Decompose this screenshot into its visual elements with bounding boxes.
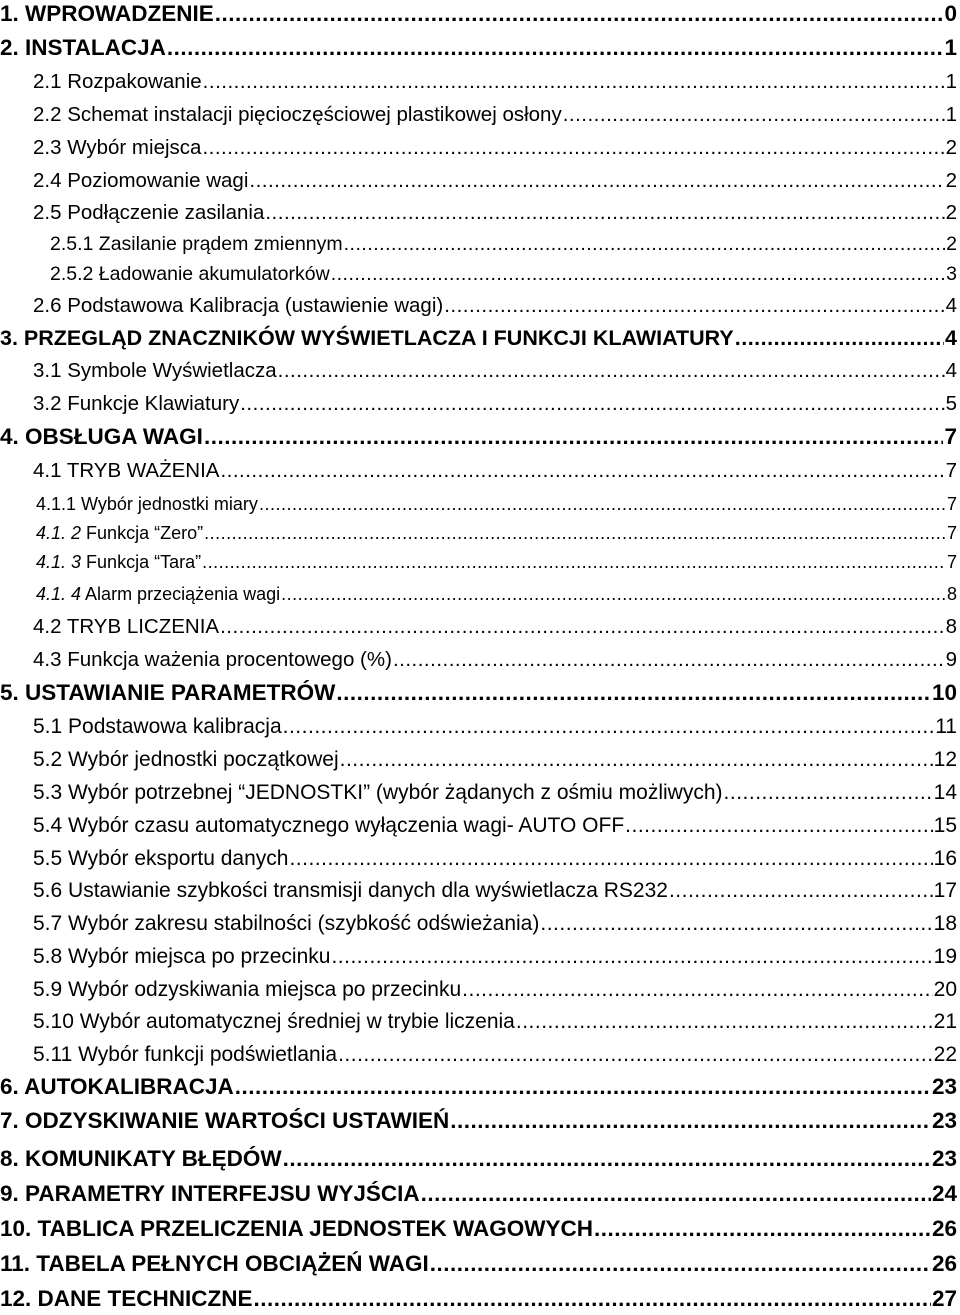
toc-entry-page: 22: [933, 1043, 957, 1066]
toc-entry-title: 12. DANE TECHNICZNE: [0, 1286, 253, 1311]
toc-entry-page: 0: [944, 1, 957, 26]
toc-entry-title: 5.4 Wybór czasu automatycznego wyłączenia wagi- AUTO OFF: [33, 814, 625, 837]
dot-leader: [540, 910, 932, 938]
toc-entry[interactable]: [33, 101, 957, 129]
dot-leader: [281, 580, 946, 608]
toc-entry-title: 10. TABLICA PRZELICZENIA JEDNOSTEK WAGOWYCH: [0, 1216, 593, 1241]
toc-entry[interactable]: [0, 0, 957, 28]
dot-leader: [167, 34, 944, 62]
toc-entry[interactable]: [33, 357, 957, 385]
toc-entry-title: 5.5 Wybór eksportu danych: [33, 847, 289, 870]
toc-entry-title: 2.5.2 Ładowanie akumulatorków: [50, 263, 330, 285]
toc-entry-title: 4.3 Funkcja ważenia procentowego (%): [33, 648, 392, 671]
toc-entry[interactable]: [33, 167, 957, 195]
dot-leader: [724, 779, 933, 807]
toc-entry-page: 7: [946, 494, 957, 514]
dot-leader: [516, 1008, 933, 1036]
toc-entry[interactable]: [33, 976, 957, 1004]
toc-entry-title: 6. AUTOKALIBRACJA: [0, 1074, 234, 1099]
toc-entry-page: 18: [933, 912, 957, 935]
toc-entry-title: 2.2 Schemat instalacji pięcioczęściowej plastikowej osłony: [33, 103, 562, 126]
toc-entry-page: 23: [931, 1146, 957, 1171]
dot-leader: [735, 324, 944, 352]
toc-entry[interactable]: [36, 548, 957, 576]
dot-leader: [594, 1215, 931, 1243]
toc-entry-title: 5.6 Ustawianie szybkości transmisji danych dla wyświetlacza RS232: [33, 879, 668, 902]
dot-leader: [331, 943, 932, 971]
toc-entry[interactable]: [36, 519, 957, 547]
toc-entry-page: 2: [945, 136, 957, 159]
dot-leader: [202, 548, 946, 576]
toc-entry-title: 11. TABELA PEŁNYCH OBCIĄŻEŃ WAGI: [0, 1251, 429, 1276]
toc-entry-title: 3. PRZEGLĄD ZNACZNIKÓW WYŚWIETLACZA I FUNKCJI KLAWIATURY: [0, 326, 734, 350]
toc-entry-title: 5.10 Wybór automatycznej średniej w trybie liczenia: [33, 1010, 515, 1033]
dot-leader: [203, 68, 945, 96]
toc-entry[interactable]: [0, 1250, 957, 1278]
toc-entry-page: 17: [933, 879, 957, 902]
toc-entry-page: 16: [933, 847, 957, 870]
toc-entry[interactable]: [0, 1285, 957, 1313]
toc-entry-title: 8. KOMUNIKATY BŁĘDÓW: [0, 1146, 282, 1171]
toc-entry-page: 7: [944, 424, 957, 449]
toc-entry-page: 14: [933, 781, 957, 804]
toc-entry-title: 5.1 Podstawowa kalibracja: [33, 715, 282, 738]
toc-entry-page: 7: [946, 552, 957, 572]
dot-leader: [215, 0, 944, 28]
toc-entry-title: 4.2 TRYB LICZENIA: [33, 615, 220, 638]
toc-entry-title: 2.5 Podłączenie zasilania: [33, 201, 265, 224]
dot-leader: [344, 230, 946, 258]
toc-entry[interactable]: [33, 746, 957, 774]
toc-entry[interactable]: [0, 679, 957, 707]
toc-entry-title: 2.4 Poziomowanie wagi: [33, 169, 249, 192]
toc-entry-number: 4.1. 2: [36, 523, 82, 543]
dot-leader: [220, 457, 944, 485]
toc-entry-page: 4: [945, 359, 957, 382]
toc-entry-page: 15: [933, 814, 957, 837]
toc-entry-page: 9: [945, 648, 957, 671]
toc-entry-page: 12: [933, 748, 957, 771]
toc-entry[interactable]: [33, 812, 957, 840]
toc-entry-title: 7. ODZYSKIWANIE WARTOŚCI USTAWIEŃ: [0, 1108, 450, 1133]
toc-entry-page: 1: [944, 35, 957, 60]
dot-leader: [338, 1041, 933, 1069]
toc-entry-title: 2.1 Rozpakowanie: [33, 70, 202, 93]
toc-entry[interactable]: [0, 1215, 957, 1243]
toc-entry-page: 21: [933, 1010, 957, 1033]
toc-entry[interactable]: [33, 646, 957, 674]
toc-entry-title: 5.7 Wybór zakresu stabilności (szybkość odświeżania): [33, 912, 540, 935]
toc-entry-page: 2: [945, 201, 957, 224]
dot-leader: [278, 357, 945, 385]
toc-entry[interactable]: [36, 580, 957, 608]
toc-entry[interactable]: [0, 34, 957, 62]
dot-leader: [336, 679, 931, 707]
toc-entry-page: 3: [946, 263, 957, 285]
toc-entry-page: 4: [945, 294, 957, 317]
toc-entry[interactable]: [33, 390, 957, 418]
dot-leader: [669, 877, 933, 905]
toc-entry[interactable]: [0, 1145, 957, 1173]
toc-entry-page: 20: [933, 978, 957, 1001]
toc-entry-title: 3.2 Funkcje Klawiatury: [33, 392, 240, 415]
toc-entry[interactable]: [33, 943, 957, 971]
toc-entry[interactable]: [0, 324, 957, 352]
dot-leader: [265, 199, 944, 227]
toc-entry-number: 4.1. 4: [36, 584, 82, 604]
dot-leader: [289, 845, 932, 873]
toc-entry-page: 1: [945, 70, 957, 93]
toc-entry-title: Funkcja “Zero”: [81, 523, 204, 543]
toc-entry-page: 26: [931, 1216, 957, 1241]
toc-entry[interactable]: [0, 1073, 957, 1101]
toc-entry[interactable]: [33, 1008, 957, 1036]
toc-entry-title: 5.9 Wybór odzyskiwania miejsca po przecinku: [33, 978, 462, 1001]
toc-entry-page: 7: [945, 459, 957, 482]
toc-entry-title: 5.11 Wybór funkcji podświetlania: [33, 1043, 338, 1066]
toc-entry-title: 4.1 TRYB WAŻENIA: [33, 459, 220, 482]
toc-entry-title: 5.2 Wybór jednostki początkowej: [33, 748, 339, 771]
toc-entry[interactable]: [36, 490, 957, 518]
toc-entry-page: 8: [945, 615, 957, 638]
dot-leader: [249, 167, 944, 195]
toc-entry-title: 5.8 Wybór miejsca po przecinku: [33, 945, 331, 968]
toc-entry-title: 2. INSTALACJA: [0, 35, 166, 60]
toc-entry-page: 5: [945, 392, 957, 415]
dot-leader: [421, 1180, 931, 1208]
dot-leader: [331, 260, 945, 288]
dot-leader: [259, 490, 946, 518]
dot-leader: [625, 812, 932, 840]
toc-entry-page: 23: [931, 1074, 957, 1099]
toc-entry-page: 19: [933, 945, 957, 968]
toc-entry[interactable]: [33, 68, 957, 96]
toc-entry-page: 10: [931, 680, 957, 705]
dot-leader: [204, 423, 944, 451]
toc-entry[interactable]: [33, 845, 957, 873]
dot-leader: [393, 646, 945, 674]
toc-entry-title: 4.1.1 Wybór jednostki miary: [36, 494, 258, 514]
toc-entry[interactable]: [33, 292, 957, 320]
toc-entry-page: 8: [946, 584, 957, 604]
toc-entry[interactable]: [0, 1180, 957, 1208]
toc-entry-page: 2: [946, 233, 957, 255]
toc-entry[interactable]: [33, 457, 957, 485]
dot-leader: [430, 1250, 931, 1278]
toc-entry-title: 4. OBSŁUGA WAGI: [0, 424, 203, 449]
dot-leader: [220, 613, 945, 641]
toc-entry[interactable]: [33, 877, 957, 905]
toc-entry-title: 5. USTAWIANIE PARAMETRÓW: [0, 680, 336, 705]
toc-entry-page: 1: [945, 103, 957, 126]
toc-entry-title: 2.6 Podstawowa Kalibracja (ustawienie wagi): [33, 294, 444, 317]
toc-entry[interactable]: [33, 779, 957, 807]
toc-entry[interactable]: [33, 910, 957, 938]
toc-entry[interactable]: [33, 713, 957, 741]
dot-leader: [283, 1145, 931, 1173]
toc-entry-page: 27: [931, 1286, 957, 1311]
toc-entry-title: Funkcja “Tara”: [81, 552, 202, 572]
dot-leader: [444, 292, 944, 320]
toc-entry-page: 4: [945, 326, 957, 350]
toc-entry-title: 2.3 Wybór miejsca: [33, 136, 202, 159]
toc-entry[interactable]: [0, 423, 957, 451]
toc-entry[interactable]: [33, 134, 957, 162]
toc-entry-page: 24: [931, 1181, 957, 1206]
toc-entry-page: 11: [935, 715, 957, 738]
toc-entry[interactable]: [0, 1107, 957, 1135]
toc-entry-title: 5.3 Wybór potrzebnej “JEDNOSTKI” (wybór żądanych z ośmiu możliwych): [33, 781, 723, 804]
dot-leader: [340, 746, 933, 774]
toc-entry-title: 9. PARAMETRY INTERFEJSU WYJŚCIA: [0, 1181, 420, 1206]
toc-entry-number: 4.1. 3: [36, 552, 82, 572]
dot-leader: [202, 134, 944, 162]
dot-leader: [462, 976, 932, 1004]
toc-entry[interactable]: [50, 230, 957, 258]
toc-entry-title: 3.1 Symbole Wyświetlacza: [33, 359, 277, 382]
toc-entry-page: 26: [931, 1251, 957, 1276]
toc-entry[interactable]: [33, 613, 957, 641]
dot-leader: [254, 1285, 931, 1313]
toc-entry-page: 23: [931, 1108, 957, 1133]
dot-leader: [283, 713, 935, 741]
toc-entry-title: 1. WPROWADZENIE: [0, 1, 214, 26]
dot-leader: [450, 1107, 931, 1135]
toc-entry[interactable]: [33, 199, 957, 227]
toc-entry-page: 2: [945, 169, 957, 192]
dot-leader: [204, 519, 946, 547]
toc-entry-title: 2.5.1 Zasilanie prądem zmiennym: [50, 233, 343, 255]
dot-leader: [240, 390, 944, 418]
toc-entry-title: Alarm przeciążenia wagi: [81, 584, 281, 604]
dot-leader: [235, 1073, 931, 1101]
toc-entry[interactable]: [33, 1041, 957, 1069]
toc-entry[interactable]: [50, 260, 957, 288]
toc-entry-page: 7: [946, 523, 957, 543]
dot-leader: [563, 101, 945, 129]
